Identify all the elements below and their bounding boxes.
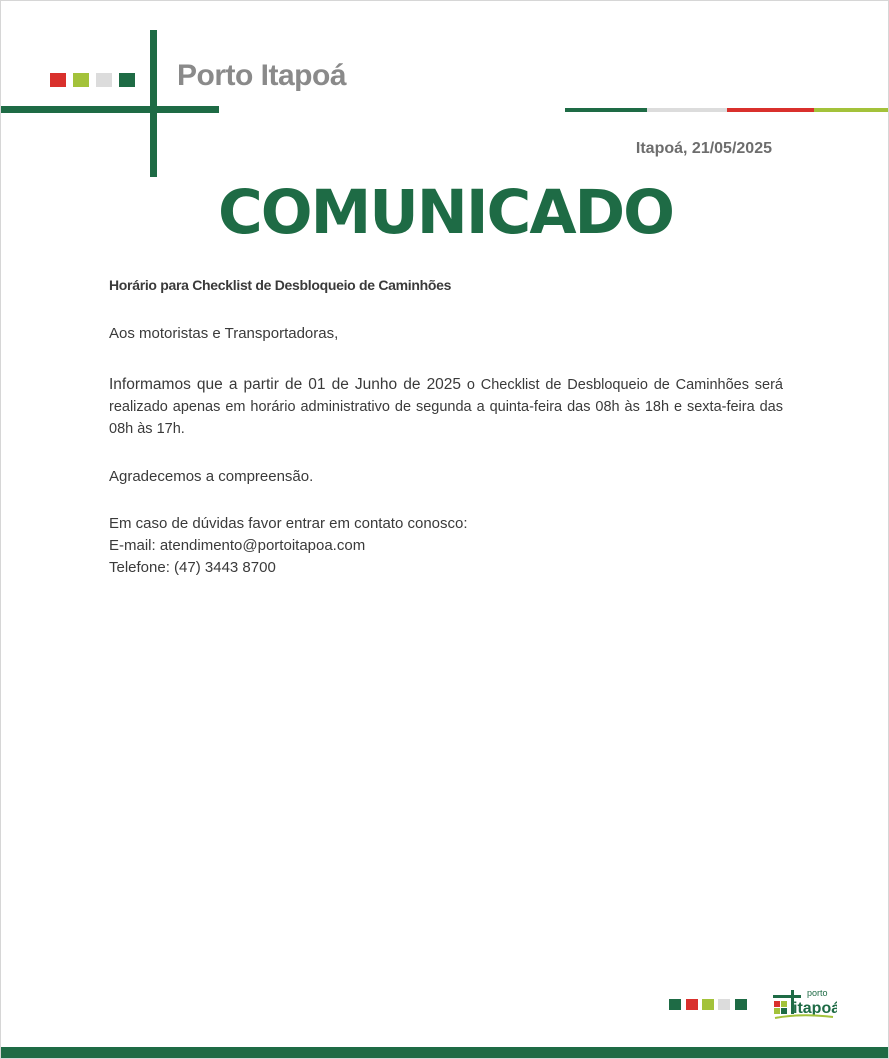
header-stripe-gray (647, 108, 727, 112)
header-square-gray (96, 73, 112, 87)
header-square-lime (73, 73, 89, 87)
header-cross-vertical (150, 30, 157, 177)
thanks-line: Agradecemos a compreensão. (109, 468, 314, 485)
greeting: Aos motoristas e Transportadoras, (109, 325, 339, 342)
header-stripe-red (727, 108, 814, 112)
contact-email: E-mail: atendimento@portoitapoa.com (109, 537, 366, 554)
paragraph-lead: Informamos que a partir de 01 de Junho de 2025 (109, 376, 462, 393)
header-stripe-lime (814, 108, 889, 112)
porto-itapoa-logo (771, 987, 837, 1021)
footer-square-green-2 (735, 999, 747, 1010)
document-date: Itapoá, 21/05/2025 (635, 140, 772, 157)
logo-text-bottom: itapoá (793, 1000, 837, 1017)
brand-name: Porto Itapoá (177, 59, 347, 92)
paragraph-rest: o Checklist de Desbloqueio de Caminhões será realizado apenas em horário administrativo de segunda a quinta-feira das 08h às 18h e sexta-feira das 08h às 17h. (109, 377, 783, 437)
page-title: COMUNICADO (217, 177, 674, 248)
footer-square-lime (702, 999, 714, 1010)
footer-square-gray (718, 999, 730, 1010)
header-square-green (119, 73, 135, 87)
contact-intro: Em caso de dúvidas favor entrar em contato conosco: (109, 515, 468, 532)
footer-bar (1, 1047, 889, 1059)
footer-square-green (669, 999, 681, 1010)
header-stripe-green (565, 108, 647, 112)
logo-text-top: porto (807, 988, 828, 998)
header-square-red (50, 73, 66, 87)
subject-line: Horário para Checklist de Desbloqueio de Caminhões (109, 277, 452, 293)
contact-block (109, 513, 468, 579)
contact-phone: Telefone: (47) 3443 8700 (109, 559, 276, 576)
footer-square-red (686, 999, 698, 1010)
main-paragraph (109, 374, 783, 440)
header-cross-horizontal (1, 106, 219, 113)
